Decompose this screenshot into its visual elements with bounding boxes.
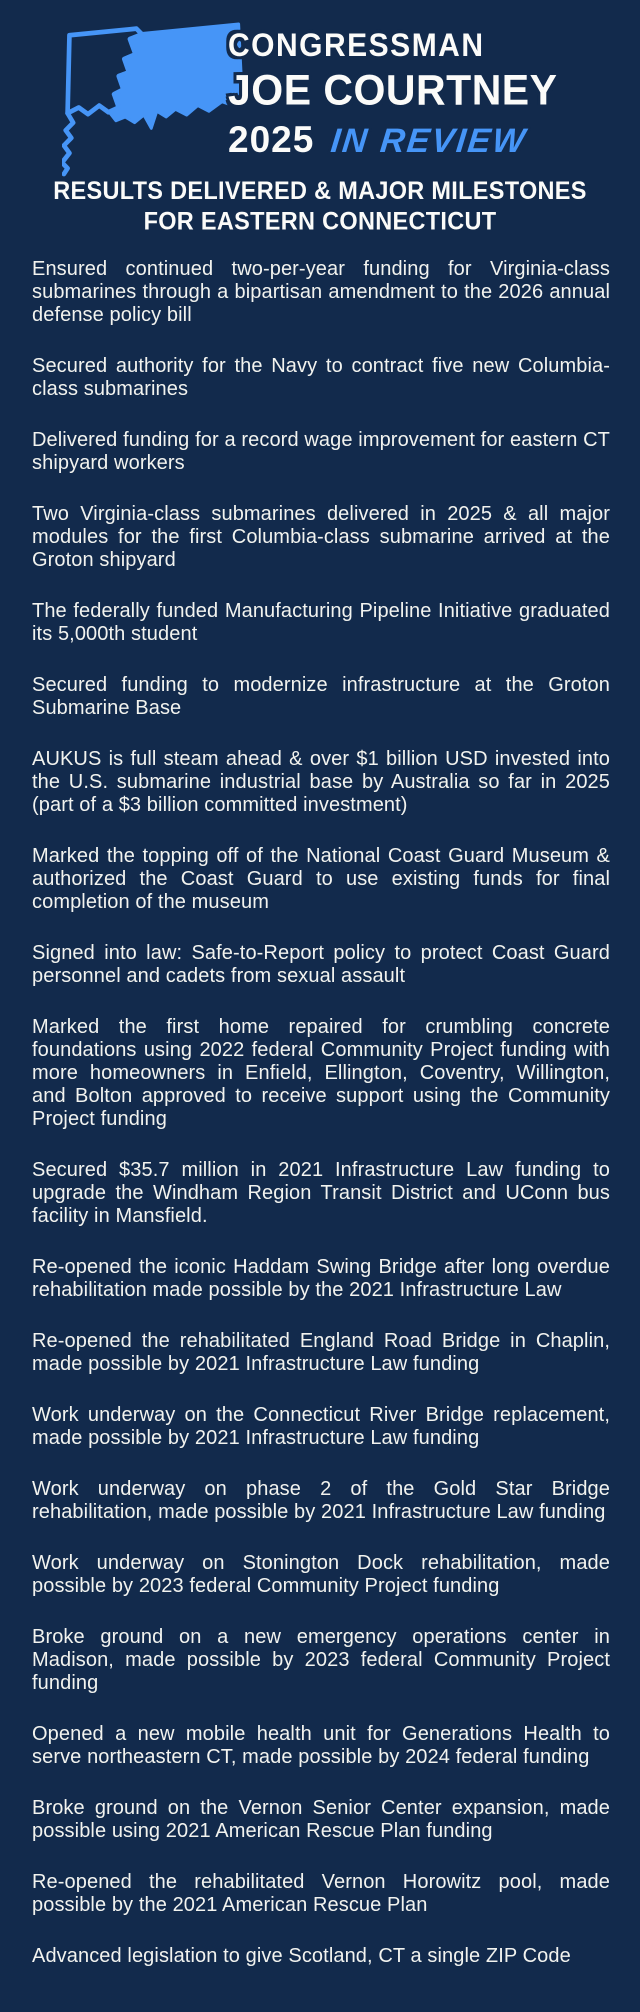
achievement-item: Broke ground on a new emergency operations center in Madison, made possible by 2023 federal Community Project funding [32,1626,610,1694]
connecticut-panhandle-tail [62,113,73,174]
achievement-item: Secured $35.7 million in 2021 Infrastructure Law funding to upgrade the Windham Region Transit District and UConn bus facility in Mansfield. [32,1159,610,1227]
achievement-item: Opened a new mobile health unit for Generations Health to serve northeastern CT, made possible by 2024 federal funding [32,1723,610,1768]
achievement-item: Re-opened the rehabilitated Vernon Horowitz pool, made possible by the 2021 American Rescue Plan [32,1871,610,1916]
header-year: 2025 [228,119,315,160]
achievement-item: AUKUS is full steam ahead & over $1 billion USD invested into the U.S. submarine industrial base by Australia so far in 2025 (part of a $3 billion committed investment) [32,748,610,816]
achievements-list [0,252,640,1968]
achievement-item: Marked the topping off of the National Coast Guard Museum & authorized the Coast Guard to use existing funds for final completion of the museum [32,845,610,913]
subtitle-line-1: RESULTS DELIVERED & MAJOR MILESTONES [53,177,587,205]
achievement-item: Two Virginia-class submarines delivered in 2025 & all major modules for the first Columbia-class submarine arrived at the Groton shipyard [32,503,610,571]
achievement-item: The federally funded Manufacturing Pipeline Initiative graduated its 5,000th student [32,600,610,645]
achievement-item: Signed into law: Safe-to-Report policy to protect Coast Guard personnel and cadets from sexual assault [32,942,610,987]
subtitle [0,176,640,237]
achievement-item: Work underway on the Connecticut River Bridge replacement, made possible by 2021 Infrastructure Law funding [32,1404,610,1449]
header-tagline: IN REVIEW [328,122,529,160]
header-name: JOE COURTNEY [228,65,558,115]
header [0,0,640,252]
achievement-item: Re-opened the iconic Haddam Swing Bridge after long overdue rehabilitation made possible by the 2021 Infrastructure Law [32,1256,610,1301]
achievement-item: Marked the first home repaired for crumbling concrete foundations using 2022 federal Community Project funding with more homeowners in Enfield, Ellington, Coventry, Willington, and Bolton approved to receive support using the Community Project funding [32,1016,610,1130]
achievement-item: Work underway on Stonington Dock rehabilitation, made possible by 2023 federal Community Project funding [32,1552,610,1597]
header-kicker: CONGRESSMAN [228,27,485,64]
achievement-item: Secured funding to modernize infrastructure at the Groton Submarine Base [32,674,610,719]
achievement-item: Secured authority for the Navy to contract five new Columbia-class submarines [32,355,610,400]
subtitle-line-2: FOR EASTERN CONNECTICUT [143,207,497,235]
achievement-item: Ensured continued two-per-year funding for Virginia-class submarines through a bipartisan amendment to the 2026 annual defense policy bill [32,258,610,326]
achievement-item: Advanced legislation to give Scotland, CT a single ZIP Code [32,1945,571,1967]
achievement-item: Broke ground on the Vernon Senior Center expansion, made possible using 2021 American Rescue Plan funding [32,1797,610,1842]
achievement-item: Work underway on phase 2 of the Gold Star Bridge rehabilitation, made possible by 2021 Infrastructure Law funding [32,1478,610,1523]
title-block [228,27,558,160]
connecticut-map-icon [62,22,248,184]
achievement-item: Delivered funding for a record wage improvement for eastern CT shipyard workers [32,429,610,474]
header-year-line [228,121,558,158]
achievement-item: Re-opened the rehabilitated England Road Bridge in Chaplin, made possible by 2021 Infrastructure Law funding [32,1330,610,1375]
